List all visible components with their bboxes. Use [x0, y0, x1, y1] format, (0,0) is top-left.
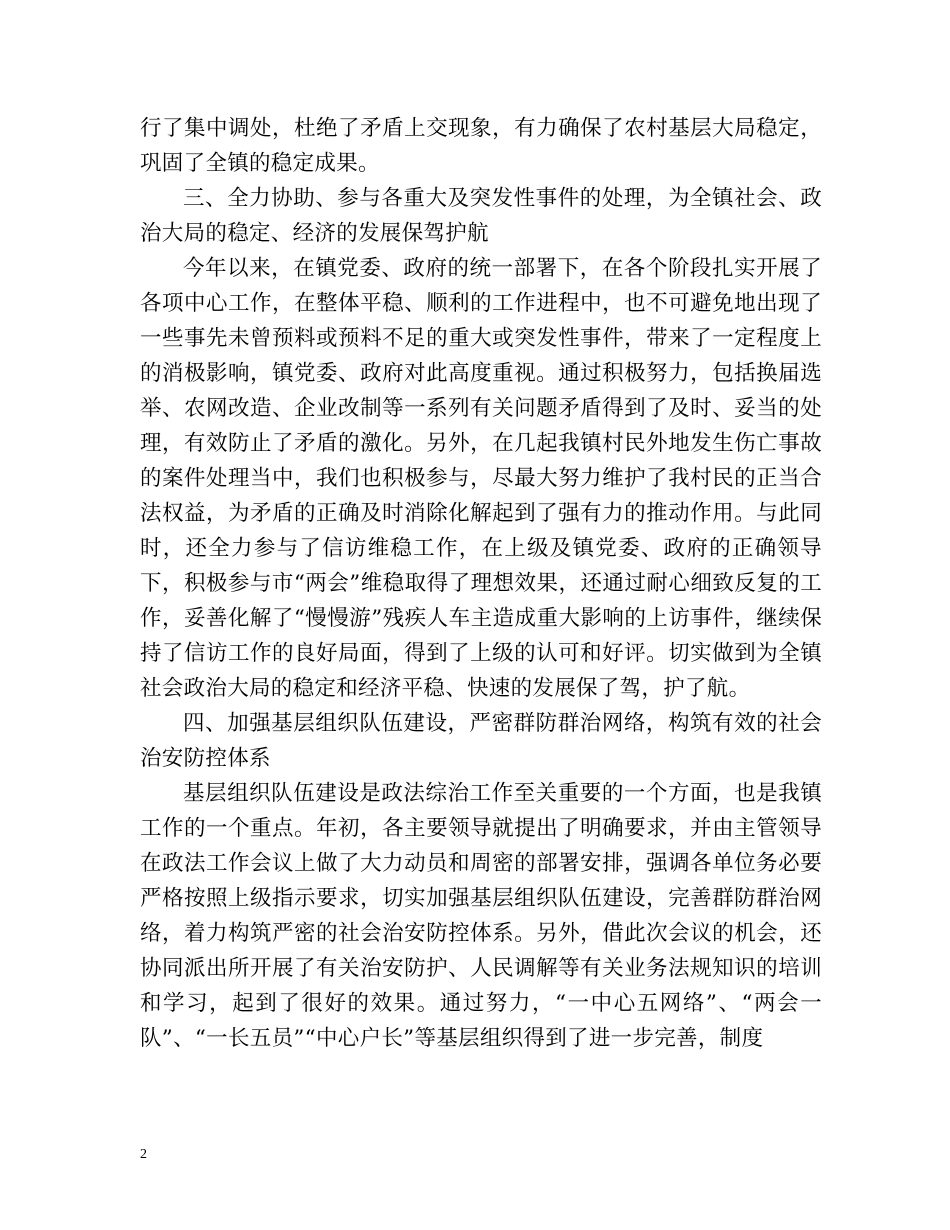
paragraph-section-three-body: 今年以来，在镇党委、政府的统一部署下，在各个阶段扎实开展了各项中心工作，在整体平稳、顺利的工作进程中，也不可避免地出现了一些事先未曾预料或预料不足的重大或突发性事件，带来了一定程度上的消极影响，镇党委、政府对此高度重视。通过积极努力，包括换届选举、农网改造、企业改制等一系列有关问题矛盾得到了及时、妥当的处理，有效防止了矛盾的激化。另外，在几起我镇村民外地发生伤亡事故的案件处理当中，我们也积极参与，尽最大努力维护了我村民的正当合法权益，为矛盾的正确及时消除化解起到了强有力的推动作用。与此同时，还全力参与了信访维稳工作，在上级及镇党委、政府的正确领导下，积极参与市“两会”维稳取得了理想效果，还通过耐心细致反复的工作，妥善化解了“慢慢游”残疾人车主造成重大影响的上访事件，继续保持了信访工作的良好局面，得到了上级的认可和好评。切实做到为全镇社会政治大局的稳定和经济平稳、快速的发展保了驾，护了航。 — [140, 256, 822, 701]
section-heading-three: 三、全力协助、参与各重大及突发性事件的处理，为全镇社会、政治大局的稳定、经济的发展保驾护航 — [140, 186, 822, 246]
page-number: 2 — [140, 1147, 147, 1162]
section-heading-four: 四、加强基层组织队伍建设，严密群防群治网络，构筑有效的社会治安防控体系 — [140, 711, 822, 771]
paragraph-section-four-body: 基层组织队伍建设是政法综治工作至关重要的一个方面，也是我镇工作的一个重点。年初，各主要领导就提出了明确要求，并由主管领导在政法工作会议上做了大力动员和周密的部署安排，强调各单位务必要严格按照上级指示要求，切实加强基层组织队伍建设，完善群防群治网络，着力构筑严密的社会治安防控体系。另外，借此次会议的机会，还协同派出所开展了有关治安防护、人民调解等有关业务法规知识的培训和学习，起到了很好的效果。通过努力，“一中心五网络”、“两会一队”、“一长五员”“中心户长”等基层组织得到了进一步完善，制度 — [140, 781, 822, 1051]
page-body — [140, 111, 822, 1056]
paragraph-continuation: 行了集中调处，杜绝了矛盾上交现象，有力确保了农村基层大局稳定，巩固了全镇的稳定成果。 — [140, 116, 822, 176]
